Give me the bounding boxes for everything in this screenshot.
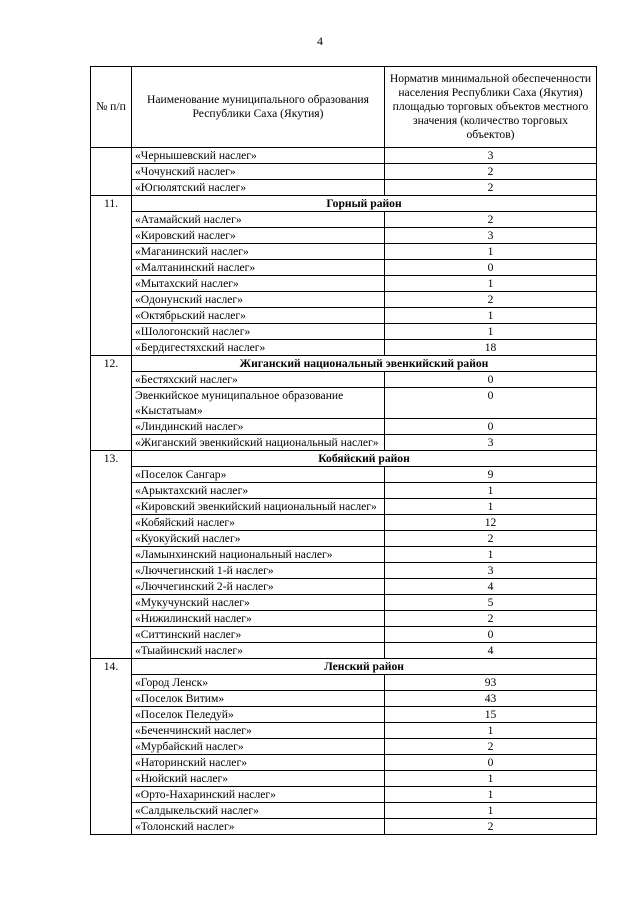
row-name: «Поселок Витим» (132, 691, 385, 707)
row-value: 1 (385, 771, 597, 787)
district-name: Кобяйский район (132, 451, 597, 467)
row-value: 2 (385, 164, 597, 180)
table-row (91, 691, 597, 707)
table-row (91, 435, 597, 451)
header-name: Наименование муниципального образования Республики Саха (Якутия) (132, 67, 385, 148)
row-value: 1 (385, 547, 597, 563)
row-name: «Жиганский эвенкийский национальный наслег» (132, 435, 385, 451)
table-row (91, 611, 597, 627)
district-num: 12. (91, 356, 132, 451)
page-number: 4 (317, 34, 323, 48)
row-name: «Ситтинский наслег» (132, 627, 385, 643)
table-row (91, 260, 597, 276)
table-row (91, 419, 597, 435)
row-name: «Мурбайский наслег» (132, 739, 385, 755)
row-value: 2 (385, 531, 597, 547)
row-name: «Кировский эвенкийский национальный наслег» (132, 499, 385, 515)
district-name: Ленский район (132, 659, 597, 675)
row-value: 93 (385, 675, 597, 691)
table-row (91, 148, 597, 164)
table-row (91, 180, 597, 196)
row-name: «Мытахский наслег» (132, 276, 385, 292)
row-name: «Малтанинский наслег» (132, 260, 385, 276)
district-num: 11. (91, 196, 132, 356)
row-name: «Поселок Сангар» (132, 467, 385, 483)
row-value: 0 (385, 627, 597, 643)
table-row (91, 324, 597, 340)
district-num: 14. (91, 659, 132, 835)
row-name: «Наторинский наслег» (132, 755, 385, 771)
row-name: «Чочунский наслег» (132, 164, 385, 180)
table-row (91, 595, 597, 611)
district-row (91, 196, 597, 212)
row-name: «Нюйский наслег» (132, 771, 385, 787)
row-value: 0 (385, 419, 597, 435)
row-value: 1 (385, 803, 597, 819)
table-row (91, 531, 597, 547)
row-name: «Бестяхский наслег» (132, 372, 385, 388)
row-value: 4 (385, 643, 597, 659)
row-name: «Орто-Нахаринский наслег» (132, 787, 385, 803)
row-name: «Ламынхинский национальный наслег» (132, 547, 385, 563)
district-num: 13. (91, 451, 132, 659)
district-name: Горный район (132, 196, 597, 212)
header-norm: Норматив минимальной обеспеченности населения Республики Саха (Якутия) площадью торговых объектов местного значения (количество торговых объектов) (385, 67, 597, 148)
row-value: 1 (385, 276, 597, 292)
table-row (91, 515, 597, 531)
row-value: 12 (385, 515, 597, 531)
table-header-row (91, 67, 597, 148)
table-row (91, 787, 597, 803)
row-value: 1 (385, 723, 597, 739)
row-name: «Кобяйский наслег» (132, 515, 385, 531)
table-row (91, 707, 597, 723)
table-row (91, 547, 597, 563)
row-name: «Октябрьский наслег» (132, 308, 385, 324)
row-name: «Толонский наслег» (132, 819, 385, 835)
row-value: 5 (385, 595, 597, 611)
row-value: 1 (385, 499, 597, 515)
table-row (91, 467, 597, 483)
table-row (91, 340, 597, 356)
row-name: «Кировский наслег» (132, 228, 385, 244)
row-value: 2 (385, 180, 597, 196)
table-row (91, 819, 597, 835)
row-name: «Одонунский наслег» (132, 292, 385, 308)
row-name: «Нижилинский наслег» (132, 611, 385, 627)
row-name: «Югюлятский наслег» (132, 180, 385, 196)
row-value: 3 (385, 435, 597, 451)
district-row (91, 356, 597, 372)
district-row (91, 659, 597, 675)
row-name: «Поселок Пеледуй» (132, 707, 385, 723)
row-value: 4 (385, 579, 597, 595)
row-value: 1 (385, 483, 597, 499)
table-row (91, 244, 597, 260)
table-row (91, 483, 597, 499)
norm-table (90, 66, 597, 835)
row-value: 2 (385, 611, 597, 627)
district-row (91, 451, 597, 467)
row-name: «Куокуйский наслег» (132, 531, 385, 547)
row-value: 2 (385, 292, 597, 308)
row-name: «Город Ленск» (132, 675, 385, 691)
row-value: 3 (385, 563, 597, 579)
table-row (91, 228, 597, 244)
row-name: «Беченчинский наслег» (132, 723, 385, 739)
row-value: 2 (385, 819, 597, 835)
table-row (91, 643, 597, 659)
row-value: 0 (385, 755, 597, 771)
table-row (91, 739, 597, 755)
row-value: 3 (385, 228, 597, 244)
table-row (91, 579, 597, 595)
table-row (91, 212, 597, 228)
row-value: 0 (385, 372, 597, 388)
row-name: «Арыктахский наслег» (132, 483, 385, 499)
row-value: 1 (385, 244, 597, 260)
table-row (91, 308, 597, 324)
table-row (91, 164, 597, 180)
table-row (91, 499, 597, 515)
table-row (91, 723, 597, 739)
table-row (91, 388, 597, 419)
header-num: № п/п (91, 67, 132, 148)
row-value: 15 (385, 707, 597, 723)
row-value: 0 (385, 260, 597, 276)
row-name: Эвенкийское муниципальное образование «Кыстатыам» (132, 388, 385, 419)
table-row (91, 675, 597, 691)
table-row (91, 771, 597, 787)
table-row (91, 372, 597, 388)
row-name: «Мукучунский наслег» (132, 595, 385, 611)
row-name: «Салдыкельский наслег» (132, 803, 385, 819)
row-value: 1 (385, 787, 597, 803)
row-name: «Люччегинский 1-й наслег» (132, 563, 385, 579)
row-name: «Бердигестяхский наслег» (132, 340, 385, 356)
table-body (91, 148, 597, 835)
row-value: 43 (385, 691, 597, 707)
table-row (91, 803, 597, 819)
row-name: «Маганинский наслег» (132, 244, 385, 260)
row-value: 2 (385, 212, 597, 228)
row-value: 9 (385, 467, 597, 483)
table-row (91, 755, 597, 771)
row-name: «Атамайский наслег» (132, 212, 385, 228)
row-name: «Чернышевский наслег» (132, 148, 385, 164)
row-value: 1 (385, 324, 597, 340)
row-value: 3 (385, 148, 597, 164)
row-name: «Люччегинский 2-й наслег» (132, 579, 385, 595)
table-row (91, 563, 597, 579)
table-row (91, 627, 597, 643)
district-name: Жиганский национальный эвенкийский район (132, 356, 597, 372)
row-value: 0 (385, 388, 597, 419)
row-value: 1 (385, 308, 597, 324)
row-name: «Тыайинский наслег» (132, 643, 385, 659)
row-value: 2 (385, 739, 597, 755)
row-num-empty (91, 148, 132, 196)
row-name: «Линдинский наслег» (132, 419, 385, 435)
table-row (91, 276, 597, 292)
row-value: 18 (385, 340, 597, 356)
table-row (91, 292, 597, 308)
row-name: «Шологонский наслег» (132, 324, 385, 340)
